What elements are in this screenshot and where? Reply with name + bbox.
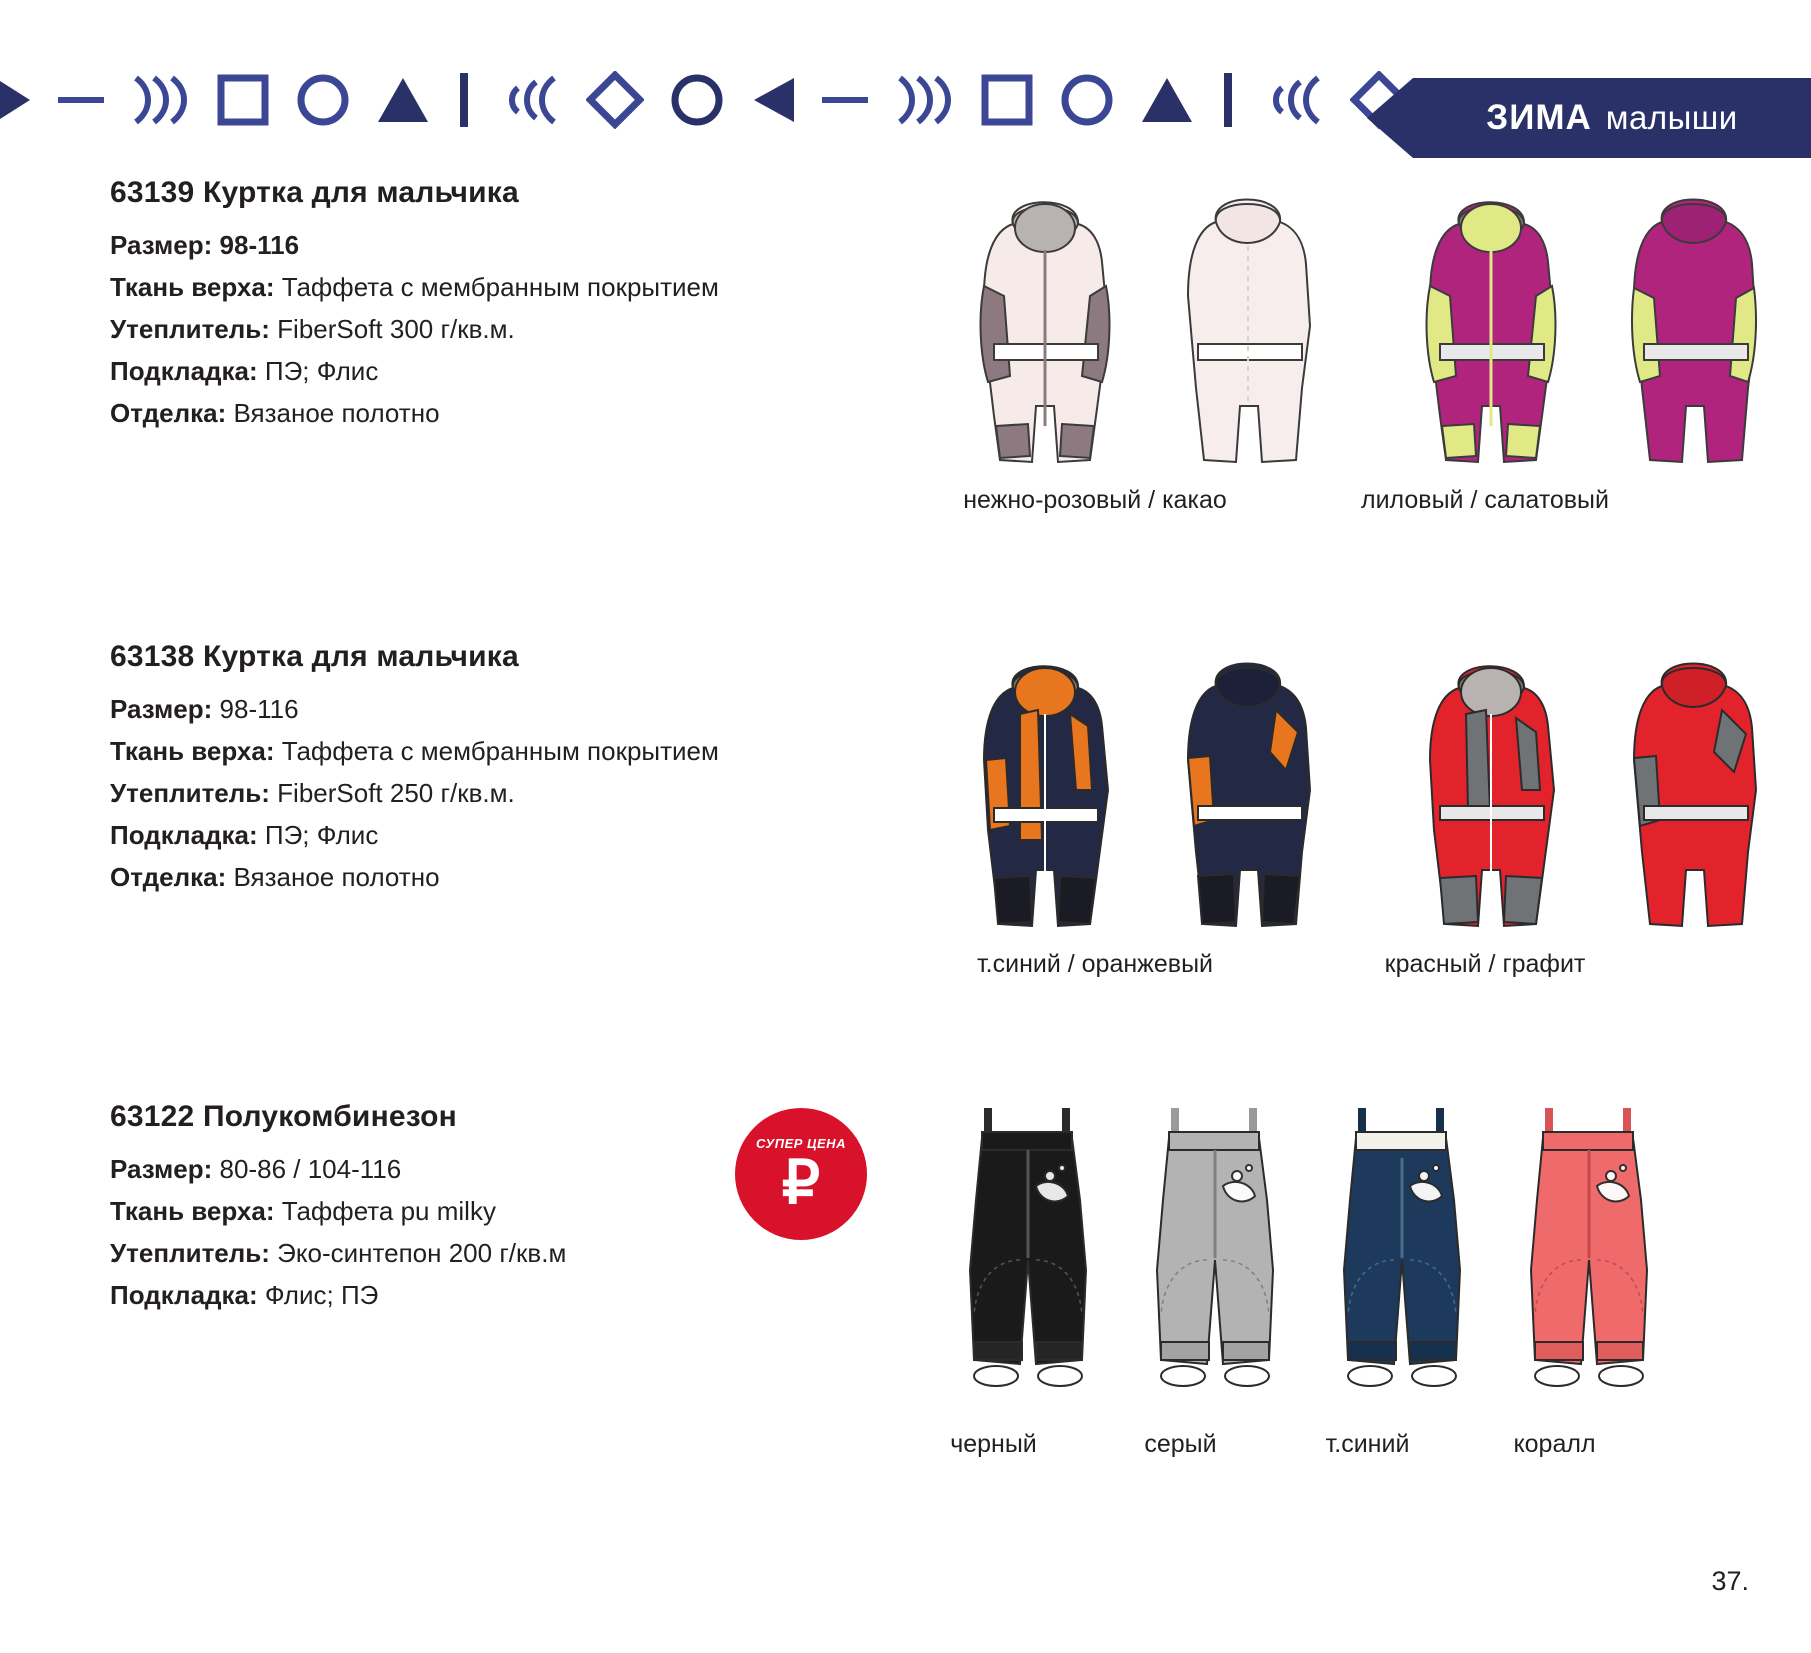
triangle-icon [376, 74, 430, 126]
product-illustrations [900, 640, 1680, 1020]
garment-illustration-front [1396, 176, 1586, 486]
spec-row [110, 1274, 910, 1316]
spec-label: Размер: [110, 694, 213, 724]
super-price-badge [735, 1108, 867, 1240]
motif-pattern-row [0, 62, 1420, 138]
spec-label: Размер: [110, 1154, 213, 1184]
spec-row [110, 856, 910, 898]
garment-illustration-front [950, 640, 1140, 950]
garment-illustration-front [1501, 1080, 1676, 1430]
badge-top-text: СУПЕР ЦЕНА [756, 1135, 846, 1151]
product-spec-block [110, 176, 910, 435]
colorway-caption: т.синий / оранжевый [976, 950, 1214, 978]
garment-illustration-front [940, 1080, 1115, 1430]
spec-label: Утеплитель: [110, 778, 270, 809]
diamond-icon [586, 71, 644, 129]
spec-label: Размер: [110, 230, 213, 260]
product-title: 63138 Куртка для мальчика [110, 640, 519, 673]
spec-label: Подкладка: [110, 820, 258, 851]
spec-value: ПЭ; Флис [264, 356, 379, 387]
product-title: 63122 Полукомбинезон [110, 1100, 457, 1133]
spec-label: Ткань верха: [110, 1196, 275, 1227]
spec-row [110, 814, 910, 856]
spec-row [110, 350, 910, 392]
spec-value: 98-116 [219, 230, 300, 260]
colorway-caption: т.синий [1325, 1430, 1410, 1458]
spec-value: ПЭ; Флис [264, 820, 379, 851]
spec-label: Ткань верха: [110, 272, 275, 303]
arcs-icon [1262, 72, 1324, 128]
garment-illustration-front [1127, 1080, 1302, 1430]
colorway-caption: красный / графит [1384, 950, 1586, 978]
ring-icon [670, 73, 724, 127]
season-tab-bold: ЗИМА [1486, 98, 1592, 137]
garment-illustration-back [1158, 640, 1338, 950]
spec-value: Таффета pu milky [281, 1196, 496, 1227]
spec-label: Утеплитель: [110, 1238, 270, 1269]
product-illustrations [900, 176, 1680, 556]
spec-label: Отделка: [110, 398, 227, 429]
flag-icon [0, 72, 32, 128]
spec-row [110, 688, 910, 730]
bar-icon [1220, 73, 1236, 127]
square-icon [980, 73, 1034, 127]
spec-label: Подкладка: [110, 356, 258, 387]
ruble-icon: ₽ [781, 1148, 821, 1216]
circle-icon [1060, 73, 1114, 127]
product-illustrations [900, 1100, 1680, 1480]
garment-illustration-front [1396, 640, 1586, 950]
spec-value: Вязаное полотно [233, 862, 440, 893]
spec-value: Таффета с мембранным покрытием [281, 272, 719, 303]
decorative-header-band [0, 0, 1811, 170]
spec-value: FiberSoft 300 г/кв.м. [277, 314, 515, 345]
garment-illustration-back [1604, 640, 1784, 950]
garment-illustration-front [950, 176, 1140, 486]
spec-value: 98-116 [219, 694, 299, 724]
spec-value: Эко-синтепон 200 г/кв.м [277, 1238, 567, 1269]
spec-row [110, 730, 910, 772]
colorway-caption: лиловый / салатовый [1360, 486, 1609, 514]
garment-illustration-back [1158, 176, 1338, 486]
spec-value: 80-86 / 104-116 [219, 1154, 402, 1184]
spec-row [110, 772, 910, 814]
colorway-caption: коралл [1513, 1430, 1596, 1458]
spec-value: FiberSoft 250 г/кв.м. [277, 778, 515, 809]
waves-icon [130, 72, 190, 128]
spec-label: Утеплитель: [110, 314, 270, 345]
colorway-caption: серый [1144, 1430, 1217, 1458]
spec-label: Ткань верха: [110, 736, 275, 767]
dash-icon [822, 92, 868, 108]
spec-label: Отделка: [110, 862, 227, 893]
circle-icon [296, 73, 350, 127]
square-icon [216, 73, 270, 127]
product-spec-block [110, 640, 910, 899]
bar-icon [456, 73, 472, 127]
season-tab [1413, 78, 1811, 158]
play-icon [750, 74, 796, 126]
colorway-caption: черный [950, 1430, 1037, 1458]
garment-illustration-front [1314, 1080, 1489, 1430]
page-number: 37. [1711, 1566, 1749, 1596]
spec-label: Подкладка: [110, 1280, 258, 1311]
triangle-icon [1140, 74, 1194, 126]
spec-row [110, 266, 910, 308]
spec-row [110, 308, 910, 350]
dash-icon [58, 92, 104, 108]
spec-value: Таффета с мембранным покрытием [281, 736, 719, 767]
spec-value: Вязаное полотно [233, 398, 440, 429]
waves-icon [894, 72, 954, 128]
arcs-icon [498, 72, 560, 128]
colorway-caption: нежно-розовый / какао [963, 486, 1227, 514]
garment-illustration-back [1604, 176, 1784, 486]
spec-row [110, 224, 910, 266]
product-title: 63139 Куртка для мальчика [110, 176, 519, 209]
spec-value: Флис; ПЭ [264, 1280, 379, 1311]
spec-row [110, 392, 910, 434]
season-tab-light: малыши [1605, 99, 1738, 136]
